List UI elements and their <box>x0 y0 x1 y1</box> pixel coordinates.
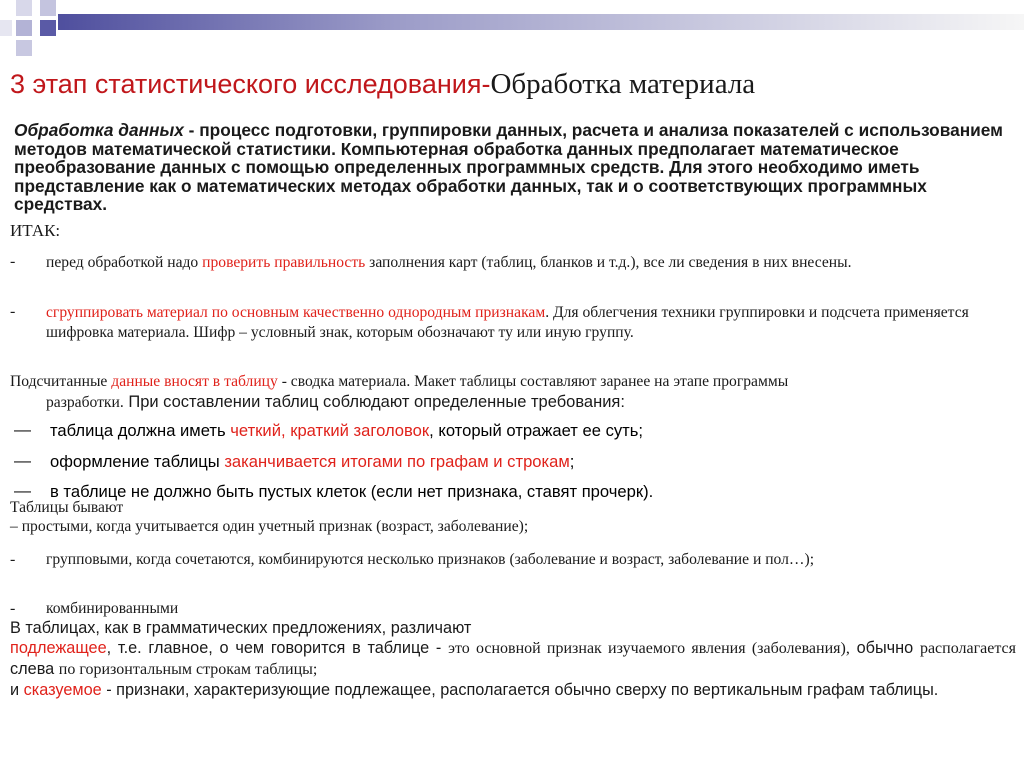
item-text: заполнения карт (таблиц, бланков и т.д.), все ли сведения в них внесены. <box>365 254 852 271</box>
slide-title-main: 3 этап статистического исследования- <box>10 69 491 99</box>
summary-text: Подсчитанные <box>10 373 112 390</box>
list-item <box>46 303 1011 343</box>
requirement-dash: — <box>14 420 31 439</box>
item-text: . Для облегчения техники группировки и подсчета применяется шифровка материала. Шифр – условный знак, которым обозначают ту или иную группу. <box>46 304 969 341</box>
header-decoration <box>0 0 1024 60</box>
list-item <box>46 253 1011 273</box>
requirement-text: таблица должна иметь <box>50 421 231 440</box>
table-types-heading: Таблицы бывают <box>10 499 124 516</box>
grammar-text: это основной признак изучаемого явления (заболевания), <box>448 640 850 657</box>
requirement-item: в таблице не должно быть пустых клеток (если нет признака, ставят прочерк). <box>50 482 654 501</box>
requirement-text: ; <box>569 452 575 471</box>
bullet-dash: - <box>10 253 16 270</box>
definition-paragraph <box>14 121 1004 214</box>
table-type-item: – простыми, когда учитывается один учетный признак (возраст, заболевание); <box>10 518 529 535</box>
slide-title <box>10 68 1010 101</box>
summary-highlight: данные вносят в таблицу <box>111 373 278 390</box>
itak-label: ИТАК: <box>10 221 61 240</box>
grammar-text: располагается <box>919 640 1016 657</box>
header-gradient-bar <box>0 0 1024 60</box>
requirement-highlight: заканчивается итогами по графам и строкам <box>224 452 570 471</box>
grammar-text: и <box>10 681 24 699</box>
grammar-intro: В таблицах, как в грамматических предложениях, различают <box>10 619 472 637</box>
item-highlight: проверить правильность <box>202 254 366 271</box>
requirements-intro: При составлении таблиц соблюдают определенные требования: <box>123 393 625 411</box>
requirement-item <box>50 421 643 441</box>
requirement-highlight: четкий, краткий заголовок <box>230 421 430 440</box>
definition-term: Обработка данных <box>14 120 184 140</box>
subject-term: подлежащее <box>10 639 107 657</box>
table-type-item: комбинированными <box>46 600 179 617</box>
predicate-term: сказуемое <box>23 681 102 699</box>
table-type-item: групповыми, когда сочетаются, комбинируются несколько признаков (заболевание и возраст, заболевание и пол…); <box>46 551 815 568</box>
bullet-dash: - <box>10 600 16 617</box>
grammar-text: , т.е. главное, о чем говорится в таблице - <box>106 639 449 657</box>
grammar-paragraph <box>10 618 1016 700</box>
requirement-dash: — <box>14 481 31 500</box>
requirement-dash: — <box>14 451 31 470</box>
requirement-text: , который отражает ее суть; <box>429 421 644 440</box>
grammar-text: слева <box>10 660 59 678</box>
bullet-dash: - <box>10 303 16 320</box>
grammar-text: обычно <box>849 639 920 657</box>
requirement-item <box>50 452 574 472</box>
item-text: перед обработкой надо <box>46 254 203 271</box>
summary-text: - сводка материала. Макет таблицы составляют заранее на этапе программы <box>277 373 789 390</box>
requirement-text: оформление таблицы <box>50 452 225 471</box>
bullet-dash: - <box>10 551 16 568</box>
definition-text: - процесс подготовки, группировки данных, расчета и анализа показателей с использованием методов математической статистики. Компьютерная обработка данных предполагает математическое преобразование данных с помощью определенных программных средств. Для этого необходимо иметь представление как о математических методах обработки данных, так и о соответствующих программных средствах. <box>14 120 1003 214</box>
slide-title-sub: Обработка материала <box>490 68 756 100</box>
item-highlight: сгруппировать материал по основным качественно однородным признакам <box>46 304 546 321</box>
grammar-text: по горизонтальным строкам таблицы; <box>58 661 318 678</box>
summary-paragraph <box>10 372 1010 413</box>
grammar-text: - признаки, характеризующие подлежащее, располагается обычно сверху по вертикальным графам таблицы. <box>101 681 939 699</box>
summary-text: разработки. <box>46 394 124 411</box>
